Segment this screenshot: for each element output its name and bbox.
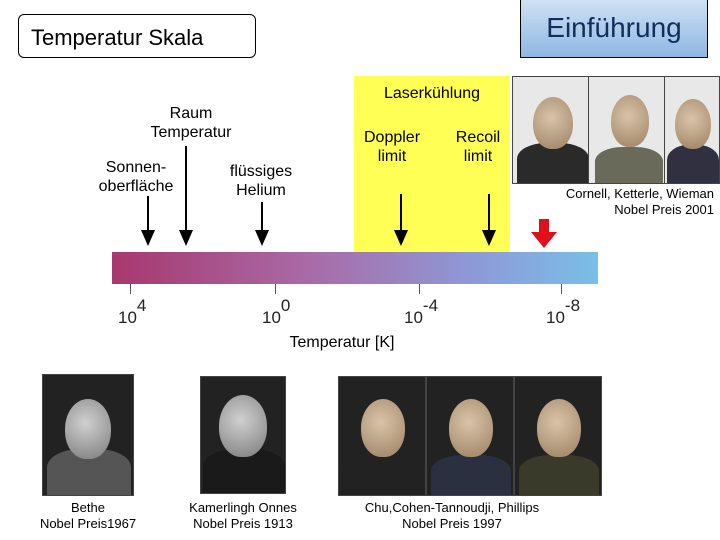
cohen-tannoudji-photo [426,376,514,496]
section-tab: Einführung [520,0,708,58]
bethe-caption: Bethe Nobel Preis1967 [39,500,137,531]
bethe-photo [42,374,134,496]
room-temperature-arrow [179,146,193,246]
ketterle-photo [588,76,668,184]
doppler-limit-arrow [394,194,408,246]
tick-mark [561,284,562,294]
liquid-helium-label: flüssiges Helium [229,163,293,199]
axis-label: Temperatur [K] [289,334,395,351]
recoil-limit-arrow [482,194,496,246]
cornell-photo [512,76,592,184]
tick-mark [419,284,420,294]
liquid-helium-arrow [255,202,269,246]
recoil-limit-label: Recoil limit [455,129,501,165]
tick-mark [130,284,131,294]
chu-cohen-tannoudji-phillips-caption: Chu,Cohen-Tannoudji, Phillips Nobel Preis 1997 [364,500,540,531]
wieman-photo [664,76,720,184]
tick-label-10e-8: 10-8 [546,296,581,327]
kamerlingh-onnes-photo [200,376,286,494]
temperature-scale-bar [112,252,598,284]
doppler-limit-label: Doppler limit [363,129,421,165]
chu-photo [338,376,426,496]
bec-red-arrow [531,219,557,248]
page-title: Temperatur Skala [31,25,204,50]
tick-label-10e0: 100 [262,296,291,327]
tick-label-10e4: 104 [118,296,147,327]
sun-surface-label: Sonnen- oberfläche [98,159,174,195]
cornell-ketterle-wieman-caption: Cornell, Ketterle, Wieman Nobel Preis 2001 [565,186,714,217]
laser-cooling-label: Laserkühlung [383,85,481,102]
phillips-photo [514,376,602,496]
room-temperature-label: Raum Temperatur [150,105,232,141]
sun-surface-arrow [141,196,155,246]
tick-label-10e-4: 10-4 [404,296,439,327]
tick-mark [275,284,276,294]
kamerlingh-onnes-caption: Kamerlingh Onnes Nobel Preis 1913 [189,500,297,531]
